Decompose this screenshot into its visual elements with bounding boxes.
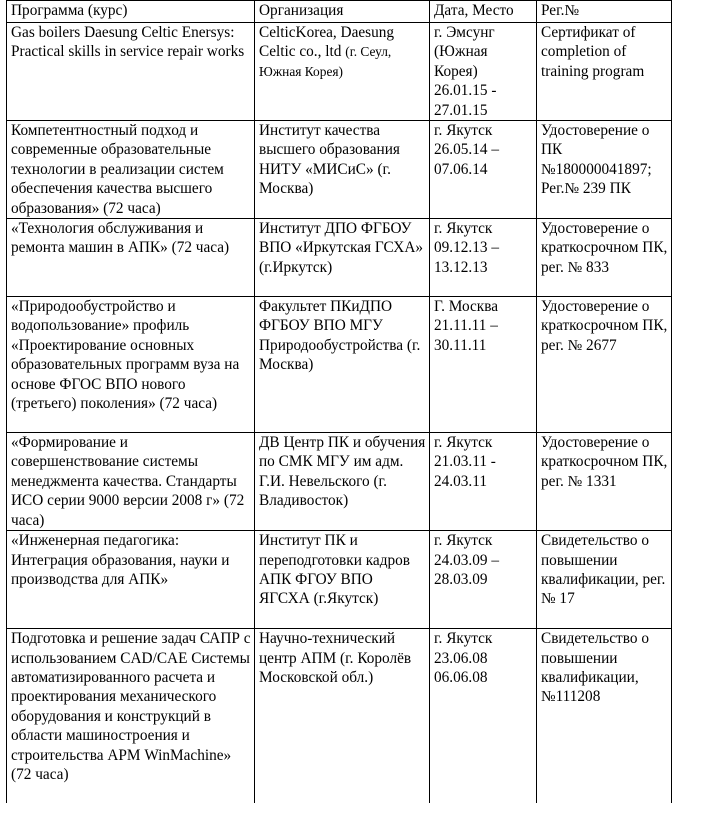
cell-date-place: г. Якутск 26.05.14 – 07.06.14 xyxy=(430,121,537,219)
cell-reg-no: Удостоверение о краткосрочном ПК, рег. № 2677 xyxy=(537,297,672,433)
cell-date-place: г. Якутск 21.03.11 - 24.03.11 xyxy=(430,433,537,531)
table-row xyxy=(7,433,672,531)
header-date-place: Дата, Место xyxy=(430,1,537,23)
header-row xyxy=(7,1,672,23)
cell-date-place: г. Якутск 09.12.13 – 13.12.13 xyxy=(430,219,537,297)
cell-reg-no: Свидетельство о повышении квалификации, рег. № 17 xyxy=(537,531,672,629)
cell-date-place: г. Эмсунг (Южная Корея) 26.01.15 - 27.01.15 xyxy=(430,23,537,121)
cell-reg-no: Удостоверение о ПК №180000041897; Рег.№ 239 ПК xyxy=(537,121,672,219)
cell-organization: Институт ПК и переподготовки кадров АПК ФГОУ ВПО ЯГСХА (г.Якутск) xyxy=(255,531,430,629)
table-row xyxy=(7,219,672,297)
cell-organization-note: (г. Сеул, Южная Корея) xyxy=(259,44,392,79)
cell-reg-no: Свидетельство о повышении квалификации, №111208 xyxy=(537,629,672,803)
table-row xyxy=(7,629,672,803)
cell-reg-no: Удостоверение о краткосрочном ПК, рег. № 1331 xyxy=(537,433,672,531)
cell-program: «Технология обслуживания и ремонта машин в АПК» (72 часа) xyxy=(7,219,255,297)
cell-reg-no: Удостоверение о краткосрочном ПК, рег. № 833 xyxy=(537,219,672,297)
cell-program: «Инженерная педагогика: Интеграция образования, науки и производства для АПК» xyxy=(7,531,255,629)
courses-table xyxy=(6,0,672,803)
table-row xyxy=(7,297,672,433)
cell-organization: Научно-технический центр АПМ (г. Королёв Московской обл.) xyxy=(255,629,430,803)
cell-program: «Природообустройство и водопользование» профиль «Проектирование основных образовательных программ вуза на основе ФГОС ВПО нового (третьего) поколения» (72 часа) xyxy=(7,297,255,433)
cell-organization: Институт качества высшего образования НИТУ «МИСиС» (г. Москва) xyxy=(255,121,430,219)
header-reg-no: Рег.№ xyxy=(537,1,672,23)
cell-organization-main: CelticKorea, Daesung Celtic co., ltd xyxy=(259,24,395,61)
cell-date-place: Г. Москва 21.11.11 – 30.11.11 xyxy=(430,297,537,433)
table-row xyxy=(7,531,672,629)
cell-organization: Факультет ПКиДПО ФГБОУ ВПО МГУ Природообустройства (г. Москва) xyxy=(255,297,430,433)
header-program: Программа (курс) xyxy=(7,1,255,23)
cell-program: Компетентностный подход и современные образовательные технологии в реализации систем обеспечения качества высшего образования» (72 часа) xyxy=(7,121,255,219)
header-organization: Организация xyxy=(255,1,430,23)
cell-program: «Формирование и совершенствование системы менеджмента качества. Стандарты ИСО серии 9000 версии 2008 г» (72 часа) xyxy=(7,433,255,531)
cell-program: Подготовка и решение задач САПР с использованием CAD/CAE Системы автоматизированного расчета и проектирования механического оборудования и конструкций в области машиностроения и строительства АРМ WinMachine» (72 часа) xyxy=(7,629,255,803)
cell-organization xyxy=(255,23,430,121)
cell-organization: Институт ДПО ФГБОУ ВПО «Иркутская ГСХА» (г.Иркутск) xyxy=(255,219,430,297)
table-row xyxy=(7,23,672,121)
table-row xyxy=(7,121,672,219)
cell-date-place: г. Якутск 23.06.08 06.06.08 xyxy=(430,629,537,803)
cell-program: Gas boilers Daesung Celtic Enersys: Practical skills in service repair works xyxy=(7,23,255,121)
cell-organization: ДВ Центр ПК и обучения по СМК МГУ им адм. Г.И. Невельского (г. Владивосток) xyxy=(255,433,430,531)
cell-reg-no: Сертификат of completion of training program xyxy=(537,23,672,121)
cell-date-place: г. Якутск 24.03.09 – 28.03.09 xyxy=(430,531,537,629)
